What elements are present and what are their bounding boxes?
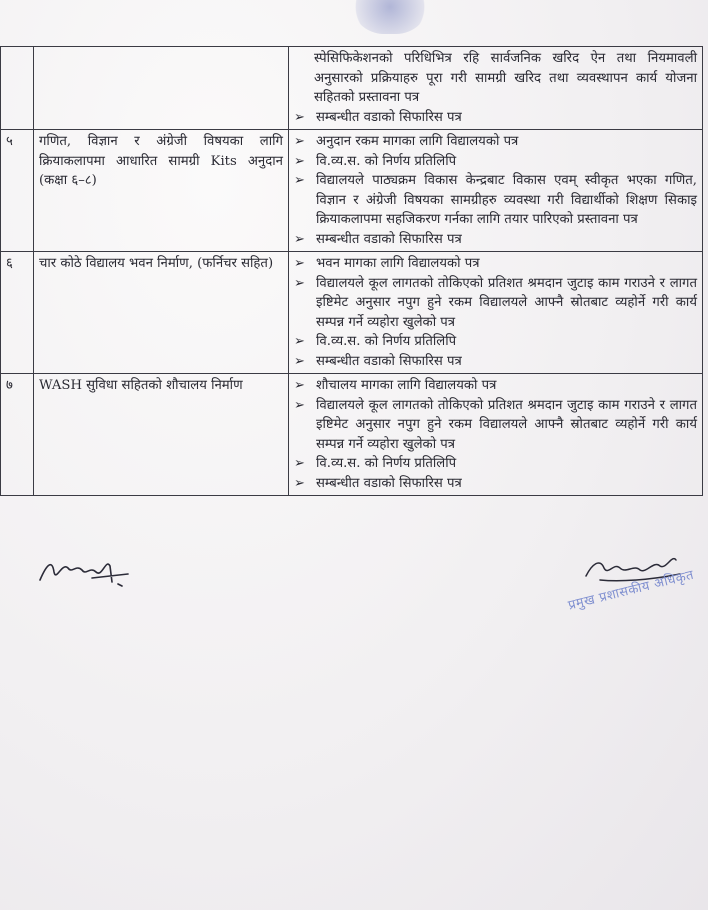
list-item (294, 274, 697, 333)
list-item-text: अनुदान रकम मागका लागि विद्यालयको पत्र (316, 134, 519, 149)
arrow-bullet-icon: ➢ (294, 456, 305, 471)
list-item (294, 396, 697, 455)
list-item (294, 254, 697, 274)
list-item-text: विद्यालयले कूल लागतको तोकिएको प्रतिशत श्रमदान जुटाइ काम गराउने र लागत इष्टिमेट अनुसार नपुग हुने रकम विद्यालयले आफ्नै स्रोतबाट व्यहोर्ने गरी कार्य सम्पन्न गर्ने व्यहोरा खुलेको पत्र (316, 397, 697, 452)
list-item-text: वि.व्य.स. को निर्णय प्रतिलिपि (316, 334, 457, 349)
list-item-text: भवन मागका लागि विद्यालयको पत्र (316, 256, 480, 271)
activity-cell (34, 130, 289, 252)
list-item-text: विद्यालयले कूल लागतको तोकिएको प्रतिशत श्रमदान जुटाइ काम गराउने र लागत इष्टिमेट अनुसार नपुग हुने रकम विद्यालयले आफ्नै स्रोतबाट व्यहोर्ने गरी कार्य सम्पन्न गर्ने व्यहोरा खुलेको पत्र (316, 275, 697, 330)
activity-text: गणित, विज्ञान र अंग्रेजी विषयका लागि क्रियाकलापमा आधारित सामग्री Kits अनुदान (कक्षा ६–८) (39, 134, 283, 188)
list-item-text: सम्बन्धीत वडाको सिफारिस पत्र (316, 475, 462, 491)
document-list (294, 132, 697, 249)
arrow-bullet-icon: ➢ (294, 334, 305, 349)
arrow-bullet-icon: ➢ (294, 153, 305, 169)
row-number: ७ (1, 374, 34, 496)
list-item-text: सम्बन्धीत वडाको सिफारिस पत्र (316, 109, 462, 125)
table-row (1, 130, 703, 252)
list-item-text: विद्यालयले पाठ्यक्रम विकास केन्द्रबाट विकास एवम् स्वीकृत भएका गणित, विज्ञान र अंग्रेजी विषयका सामग्रीहरु व्यवस्था गरी विद्यार्थीको शिक्षण सिकाइ क्रियाकलापमा सहजिकरण गर्नका लागि तयार पारिएको प्रस्तावना पत्र (316, 173, 697, 227)
list-item (294, 474, 697, 494)
arrow-bullet-icon: ➢ (294, 134, 305, 149)
arrow-bullet-icon: ➢ (294, 231, 305, 247)
arrow-bullet-icon: ➢ (294, 475, 305, 491)
list-item (294, 108, 697, 128)
arrow-bullet-icon: ➢ (294, 397, 305, 413)
arrow-bullet-icon: ➢ (294, 353, 305, 369)
row-number: ५ (1, 130, 34, 252)
list-item (294, 352, 697, 372)
list-item-text: वि.व्य.स. को निर्णय प्रतिलिपि (316, 153, 457, 169)
list-item-text: सम्बन्धीत वडाको सिफारिस पत्र (316, 353, 462, 369)
activity-cell (34, 252, 289, 374)
activity-text: WASH सुविधा सहितको शौचालय निर्माण (39, 378, 243, 393)
activity-text: चार कोठे विद्यालय भवन निर्माण, (फर्निचर सहित) (39, 256, 274, 271)
list-item-text: शौचालय मागका लागि विद्यालयको पत्र (316, 378, 497, 393)
list-item (294, 171, 697, 230)
arrow-bullet-icon: ➢ (294, 256, 305, 271)
documents-cell (289, 252, 703, 374)
table-row (1, 47, 703, 130)
arrow-bullet-icon: ➢ (294, 378, 305, 393)
list-item-text: वि.व्य.स. को निर्णय प्रतिलिपि (316, 456, 457, 471)
list-item (294, 376, 697, 396)
row-number (1, 47, 34, 130)
list-item (294, 230, 697, 250)
list-item (294, 152, 697, 172)
requirements-table (0, 46, 703, 496)
table-row (1, 374, 703, 496)
row-number: ६ (1, 252, 34, 374)
list-item (294, 332, 697, 352)
activity-cell (34, 47, 289, 130)
arrow-bullet-icon: ➢ (294, 275, 305, 291)
list-item-text: सम्बन्धीत वडाको सिफारिस पत्र (316, 231, 462, 247)
official-stamp-text: प्रमुख प्रशासकीय अधिकृत (566, 567, 696, 614)
documents-cell (289, 130, 703, 252)
documents-cell (289, 374, 703, 496)
arrow-bullet-icon: ➢ (294, 109, 305, 125)
document-list (294, 108, 697, 128)
arrow-bullet-icon: ➢ (294, 173, 305, 188)
activity-cell (34, 374, 289, 496)
document-list (294, 376, 697, 493)
table-body (1, 47, 703, 496)
signature-left (32, 548, 142, 592)
document-list (294, 254, 697, 371)
list-item (294, 132, 697, 152)
table-row (1, 252, 703, 374)
list-item (294, 454, 697, 474)
documents-cell (289, 47, 703, 130)
continued-text: स्पेसिफिकेशनको परिधिभित्र रहि सार्वजनिक खरिद ऐन तथा नियमावली अनुसारको प्रक्रियाहरु पूरा गरी सामग्री खरिद तथा व्यवस्थापन कार्य योजना सहितको प्रस्तावना पत्र (314, 51, 697, 105)
